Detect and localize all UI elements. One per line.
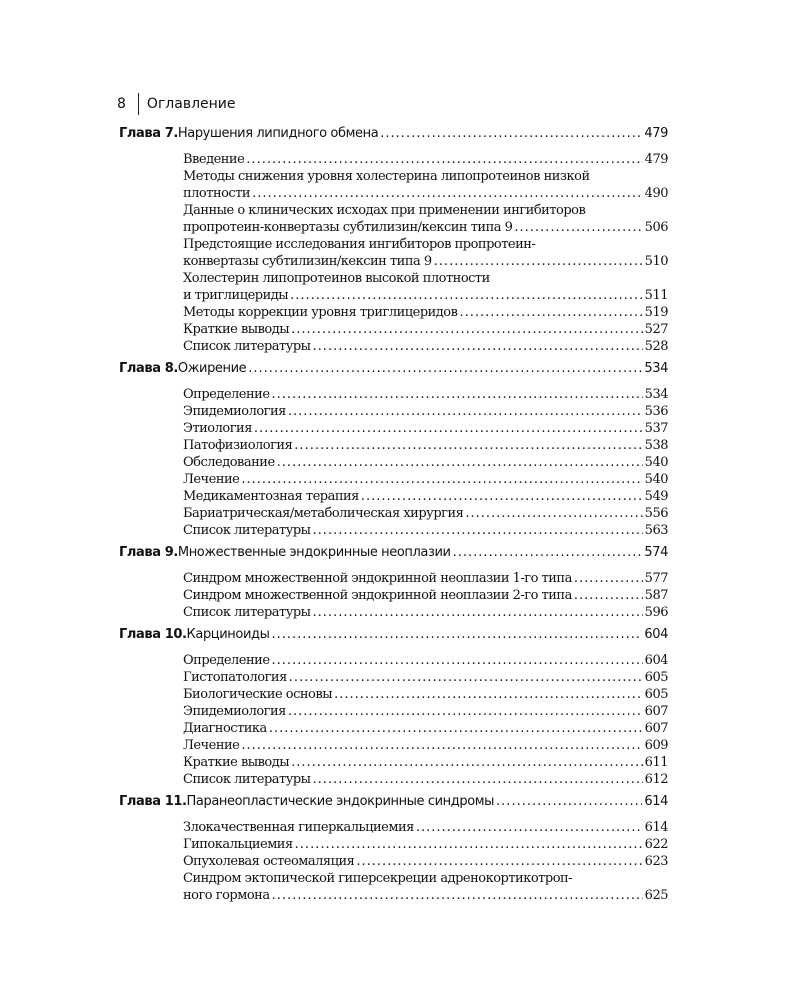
entry-page: 540: [644, 455, 668, 470]
entry-title: Методы коррекции уровня триглицеридов: [183, 305, 458, 320]
entry-title-line: Данные о клинических исходах при применении ингибиторов: [183, 203, 586, 218]
chapter-page: 604: [644, 627, 668, 642]
toc-entry[interactable]: [183, 686, 668, 703]
dot-leader: [289, 669, 643, 686]
entry-title-line: Синдром эктопической гиперсекреции адренокортикотроп-: [183, 871, 573, 886]
entry-page: 528: [644, 339, 668, 354]
entry-title: Медикаментозная терапия: [183, 489, 359, 504]
entry-line: [183, 754, 668, 771]
dot-leader: [241, 471, 642, 488]
dot-leader: [313, 522, 643, 539]
entry-page: 563: [644, 523, 668, 538]
toc-entry[interactable]: [183, 604, 668, 621]
dot-leader: [453, 545, 643, 560]
entry-title: Патофизиология: [183, 438, 293, 453]
chapter-label: Глава 11.: [119, 794, 187, 809]
chapter-title: Паранеопластические эндокринные синдромы: [186, 794, 495, 809]
toc-entry[interactable]: [183, 720, 668, 737]
entry-line: [183, 686, 668, 703]
toc-entry[interactable]: [183, 168, 668, 202]
toc-entry[interactable]: [183, 437, 668, 454]
chapter-entries: [119, 652, 668, 788]
chapter-label: Глава 8.: [119, 361, 178, 376]
dot-leader: [272, 887, 643, 904]
running-header: [117, 92, 236, 116]
dot-leader: [514, 219, 642, 236]
entry-line: [183, 771, 668, 788]
entry-line: [183, 304, 668, 321]
toc-entry[interactable]: [183, 870, 668, 904]
entry-page: 511: [644, 288, 668, 303]
entry-title: Гипокальциемия: [183, 837, 293, 852]
chapter-heading[interactable]: [119, 126, 668, 148]
toc-entry[interactable]: [183, 488, 668, 505]
entry-title: Определение: [183, 653, 270, 668]
dot-leader: [254, 420, 643, 437]
entry-title: конвертазы субтилизин/кексин типа 9: [183, 254, 432, 269]
dot-leader: [416, 819, 643, 836]
entry-title: Определение: [183, 387, 270, 402]
entry-page: 596: [644, 605, 668, 620]
entry-title: Синдром множественной эндокринной неоплазии 2-го типа: [183, 588, 572, 603]
toc-entry[interactable]: [183, 853, 668, 870]
entry-title: Обследование: [183, 455, 275, 470]
entry-title: Список литературы: [183, 605, 311, 620]
dot-leader: [313, 338, 643, 355]
entry-page: 538: [644, 438, 668, 453]
dot-leader: [334, 686, 643, 703]
chapter-page: 534: [644, 361, 668, 376]
entry-title: Этиология: [183, 421, 252, 436]
entry-line: [183, 836, 668, 853]
toc-entry[interactable]: [183, 304, 668, 321]
entry-title: Гистопатология: [183, 670, 287, 685]
entry-title: ного гормона: [183, 888, 270, 903]
chapter-entries: [119, 570, 668, 621]
dot-leader: [272, 652, 643, 669]
entry-title: Злокачественная гиперкальциемия: [183, 820, 414, 835]
chapter-block: [119, 545, 668, 621]
entry-title: Эпидемиология: [183, 404, 286, 419]
entry-title: Диагностика: [183, 721, 267, 736]
dot-leader: [434, 253, 643, 270]
entry-line: [183, 570, 668, 587]
dot-leader: [288, 403, 643, 420]
toc-entry[interactable]: [183, 652, 668, 669]
entry-page: 506: [644, 220, 668, 235]
chapter-heading[interactable]: [119, 361, 668, 383]
toc-entry[interactable]: [183, 420, 668, 437]
chapter-page: 574: [644, 545, 668, 560]
toc-entry[interactable]: [183, 587, 668, 604]
entry-page: 609: [644, 738, 668, 753]
entry-title: Краткие выводы: [183, 755, 290, 770]
chapter-entries: [119, 151, 668, 355]
dot-leader: [380, 126, 642, 141]
toc-entry[interactable]: [183, 819, 668, 836]
running-header-title: Оглавление: [146, 96, 236, 112]
entry-title: пропротеин-конвертазы субтилизин/кексин типа 9: [183, 220, 513, 235]
entry-page: 605: [644, 670, 668, 685]
chapter-page: 479: [644, 126, 668, 141]
entry-page: 479: [644, 152, 668, 167]
entry-page: 623: [644, 854, 668, 869]
entry-line: [183, 454, 668, 471]
dot-leader: [313, 771, 643, 788]
entry-page: 614: [644, 820, 668, 835]
entry-line: [183, 720, 668, 737]
toc-entry[interactable]: [183, 454, 668, 471]
chapter-block: [119, 794, 668, 904]
dot-leader: [361, 488, 643, 505]
chapter-page: 614: [644, 794, 668, 809]
dot-leader: [294, 437, 642, 454]
chapter-title: Множественные эндокринные неоплазии: [177, 545, 451, 560]
entry-page: 510: [644, 254, 668, 269]
entry-line: [183, 669, 668, 686]
chapter-block: [119, 126, 668, 355]
dot-leader: [241, 737, 642, 754]
dot-leader: [272, 386, 643, 403]
dot-leader: [288, 703, 643, 720]
dot-leader: [459, 304, 642, 321]
toc-entry[interactable]: [183, 703, 668, 720]
entry-title: Лечение: [183, 738, 240, 753]
chapter-label: Глава 9.: [119, 545, 178, 560]
toc-entry[interactable]: [183, 471, 668, 488]
chapter-heading[interactable]: [119, 545, 668, 567]
entry-line: [183, 737, 668, 754]
entry-title: Синдром множественной эндокринной неоплазии 1-го типа: [183, 571, 572, 586]
toc-entry[interactable]: [183, 403, 668, 420]
entry-title: Список литературы: [183, 523, 311, 538]
entry-page: 604: [644, 653, 668, 668]
entry-line: [183, 522, 668, 539]
chapter-block: [119, 627, 668, 788]
dot-leader: [291, 321, 643, 338]
entry-line: [183, 488, 668, 505]
entry-title: Бариатрическая/метаболическая хирургия: [183, 506, 464, 521]
entry-page: 556: [644, 506, 668, 521]
dot-leader: [246, 151, 642, 168]
entry-page: 622: [644, 837, 668, 852]
entry-title: Лечение: [183, 472, 240, 487]
entry-line: [183, 321, 668, 338]
entry-line: [183, 604, 668, 621]
dot-leader: [269, 720, 643, 737]
entry-page: 577: [644, 571, 668, 586]
entry-page: 540: [644, 472, 668, 487]
entry-title-line: Холестерин липопротеинов высокой плотности: [183, 271, 490, 286]
entry-page: 625: [644, 888, 668, 903]
entry-title: Опухолевая остеомаляция: [183, 854, 355, 869]
entry-line: [183, 338, 668, 355]
toc-entry[interactable]: [183, 202, 668, 236]
dot-leader: [313, 604, 643, 621]
entry-page: 537: [644, 421, 668, 436]
toc-entry[interactable]: [183, 338, 668, 355]
entry-page: 536: [644, 404, 668, 419]
entry-line: [183, 386, 668, 403]
entry-line: [183, 587, 668, 604]
entry-title: Список литературы: [183, 339, 311, 354]
chapter-title: Ожирение: [177, 361, 247, 376]
entry-title-line: Методы снижения уровня холестерина липопротеинов низкой: [183, 169, 590, 184]
dot-leader: [295, 836, 643, 853]
entry-title: Список литературы: [183, 772, 311, 787]
header-divider: [138, 93, 139, 115]
entry-line: [183, 185, 668, 202]
chapter-title: Карциноиды: [186, 627, 270, 642]
chapter-block: [119, 361, 668, 539]
dot-leader: [277, 454, 643, 471]
toc-entry[interactable]: [183, 570, 668, 587]
chapter-entries: [119, 386, 668, 539]
toc-entry[interactable]: [183, 754, 668, 771]
chapter-title: Нарушения липидного обмена: [177, 126, 379, 141]
dot-leader: [465, 505, 642, 522]
toc-entry[interactable]: [183, 321, 668, 338]
entry-title: плотности: [183, 186, 251, 201]
toc-entry[interactable]: [183, 505, 668, 522]
entry-page: 607: [644, 704, 668, 719]
entry-line: [183, 853, 668, 870]
entry-line: [183, 703, 668, 720]
dot-leader: [271, 627, 642, 642]
entry-page: 519: [644, 305, 668, 320]
dot-leader: [290, 287, 643, 304]
toc-entry[interactable]: [183, 151, 668, 168]
entry-title: Эпидемиология: [183, 704, 286, 719]
entry-title: Введение: [183, 152, 245, 167]
entry-title: Биологические основы: [183, 687, 333, 702]
entry-line: [183, 219, 668, 236]
entry-line: [183, 287, 668, 304]
toc-entry[interactable]: [183, 522, 668, 539]
entry-page: 607: [644, 721, 668, 736]
entry-title: и триглицериды: [183, 288, 289, 303]
toc-entry[interactable]: [183, 836, 668, 853]
chapter-heading[interactable]: [119, 627, 668, 649]
toc-entry[interactable]: [183, 270, 668, 304]
entry-page: 605: [644, 687, 668, 702]
dot-leader: [574, 587, 643, 604]
entry-page: 534: [644, 387, 668, 402]
dot-leader: [574, 570, 643, 587]
entry-title-line: Предстоящие исследования ингибиторов пропротеин-: [183, 237, 536, 252]
entry-line: [183, 151, 668, 168]
toc-entry[interactable]: [183, 669, 668, 686]
entry-line: [183, 471, 668, 488]
entry-page: 587: [644, 588, 668, 603]
entry-title: Краткие выводы: [183, 322, 290, 337]
entry-line: [183, 887, 668, 904]
entry-page: 527: [644, 322, 668, 337]
entry-line: [183, 403, 668, 420]
entry-line: [183, 819, 668, 836]
toc-entry[interactable]: [183, 386, 668, 403]
table-of-contents: [119, 126, 668, 910]
entry-page: 611: [644, 755, 668, 770]
entry-line: [183, 420, 668, 437]
page-number: 8: [117, 96, 126, 112]
toc-entry[interactable]: [183, 771, 668, 788]
dot-leader: [252, 185, 643, 202]
entry-page: 549: [644, 489, 668, 504]
entry-line: [183, 253, 668, 270]
dot-leader: [356, 853, 642, 870]
chapter-label: Глава 7.: [119, 126, 178, 141]
toc-entry[interactable]: [183, 236, 668, 270]
chapter-entries: [119, 819, 668, 904]
dot-leader: [496, 794, 642, 809]
entry-line: [183, 437, 668, 454]
entry-page: 490: [644, 186, 668, 201]
chapter-heading[interactable]: [119, 794, 668, 816]
toc-entry[interactable]: [183, 737, 668, 754]
entry-line: [183, 652, 668, 669]
chapter-label: Глава 10.: [119, 627, 187, 642]
entry-line: [183, 505, 668, 522]
entry-page: 612: [644, 772, 668, 787]
dot-leader: [248, 361, 642, 376]
dot-leader: [291, 754, 643, 771]
